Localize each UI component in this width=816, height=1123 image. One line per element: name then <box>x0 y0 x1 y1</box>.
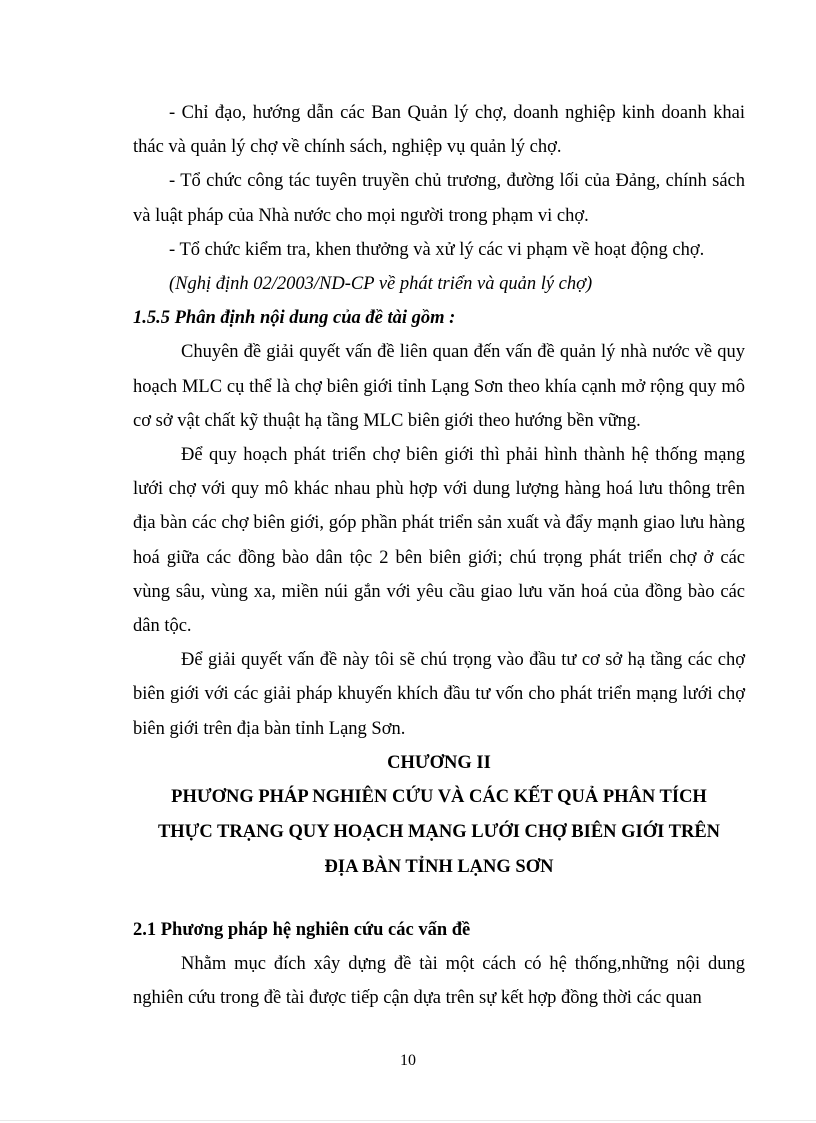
bullet-paragraph: - Chỉ đạo, hướng dẫn các Ban Quản lý chợ, doanh nghiệp kinh doanh khai thác và quản lý chợ về chính sách, nghiệp vụ quản lý chợ. <box>133 103 745 158</box>
chapter-title-line: ĐỊA BÀN TỈNH LẠNG SƠN <box>324 857 554 878</box>
section-heading-2-1: 2.1 Phương pháp hệ nghiên cứu các vấn đề <box>133 920 471 941</box>
page-number: 10 <box>400 1052 416 1069</box>
bullet-paragraph: - Tổ chức kiểm tra, khen thưởng và xử lý các vi phạm về hoạt động chợ. <box>169 239 705 260</box>
body-paragraph: Chuyên đề giải quyết vấn đề liên quan đến vấn đề quản lý nhà nước về quy hoạch MLC cụ thể là chợ biên giới tỉnh Lạng Sơn theo khía cạnh mở rộng quy mô cơ sở vật chất kỹ thuật hạ tầng MLC biên giới theo hướng bền vững. <box>133 342 745 431</box>
body-paragraph: Nhằm mục đích xây dựng đề tài một cách có hệ thống,những nội dung nghiên cứu trong đề tài được tiếp cận dựa trên sự kết hợp đồng thời các quan <box>133 954 745 1009</box>
citation: (Nghị định 02/2003/ND-CP về phát triển và quản lý chợ) <box>169 274 593 295</box>
chapter-label: CHƯƠNG II <box>387 752 491 773</box>
chapter-title-line: PHƯƠNG PHÁP NGHIÊN CỨU VÀ CÁC KẾT QUẢ PHÂN TÍCH <box>171 787 707 808</box>
chapter-title-line: THỰC TRẠNG QUY HOẠCH MẠNG LƯỚI CHỢ BIÊN GIỚI TRÊN <box>157 822 721 843</box>
document-page <box>133 96 745 1016</box>
footer-rule <box>0 1120 816 1121</box>
section-heading-1-5-5: 1.5.5 Phân định nội dung của đề tài gồm : <box>133 308 456 329</box>
body-paragraph: Để quy hoạch phát triển chợ biên giới thì phải hình thành hệ thống mạng lưới chợ với quy mô khác nhau phù hợp với dung lượng hàng hoá lưu thông trên địa bàn các chợ biên giới, góp phần phát triển sản xuất và đẩy mạnh giao lưu hàng hoá giữa các đồng bào dân tộc 2 bên biên giới; chú trọng phát triển chợ ở các vùng sâu, vùng xa, miền núi gắn với yêu cầu giao lưu văn hoá của đồng bào các dân tộc. <box>133 445 745 637</box>
spacer <box>133 885 745 913</box>
body-paragraph: Để giải quyết vấn đề này tôi sẽ chú trọng vào đầu tư cơ sở hạ tầng các chợ biên giới với các giải pháp khuyến khích đầu tư vốn cho phát triển mạng lưới chợ biên giới trên địa bàn tỉnh Lạng Sơn. <box>133 650 745 739</box>
bullet-paragraph: - Tổ chức công tác tuyên truyền chủ trương, đường lối của Đảng, chính sách và luật pháp của Nhà nước cho mọi người trong phạm vi chợ. <box>133 171 745 226</box>
